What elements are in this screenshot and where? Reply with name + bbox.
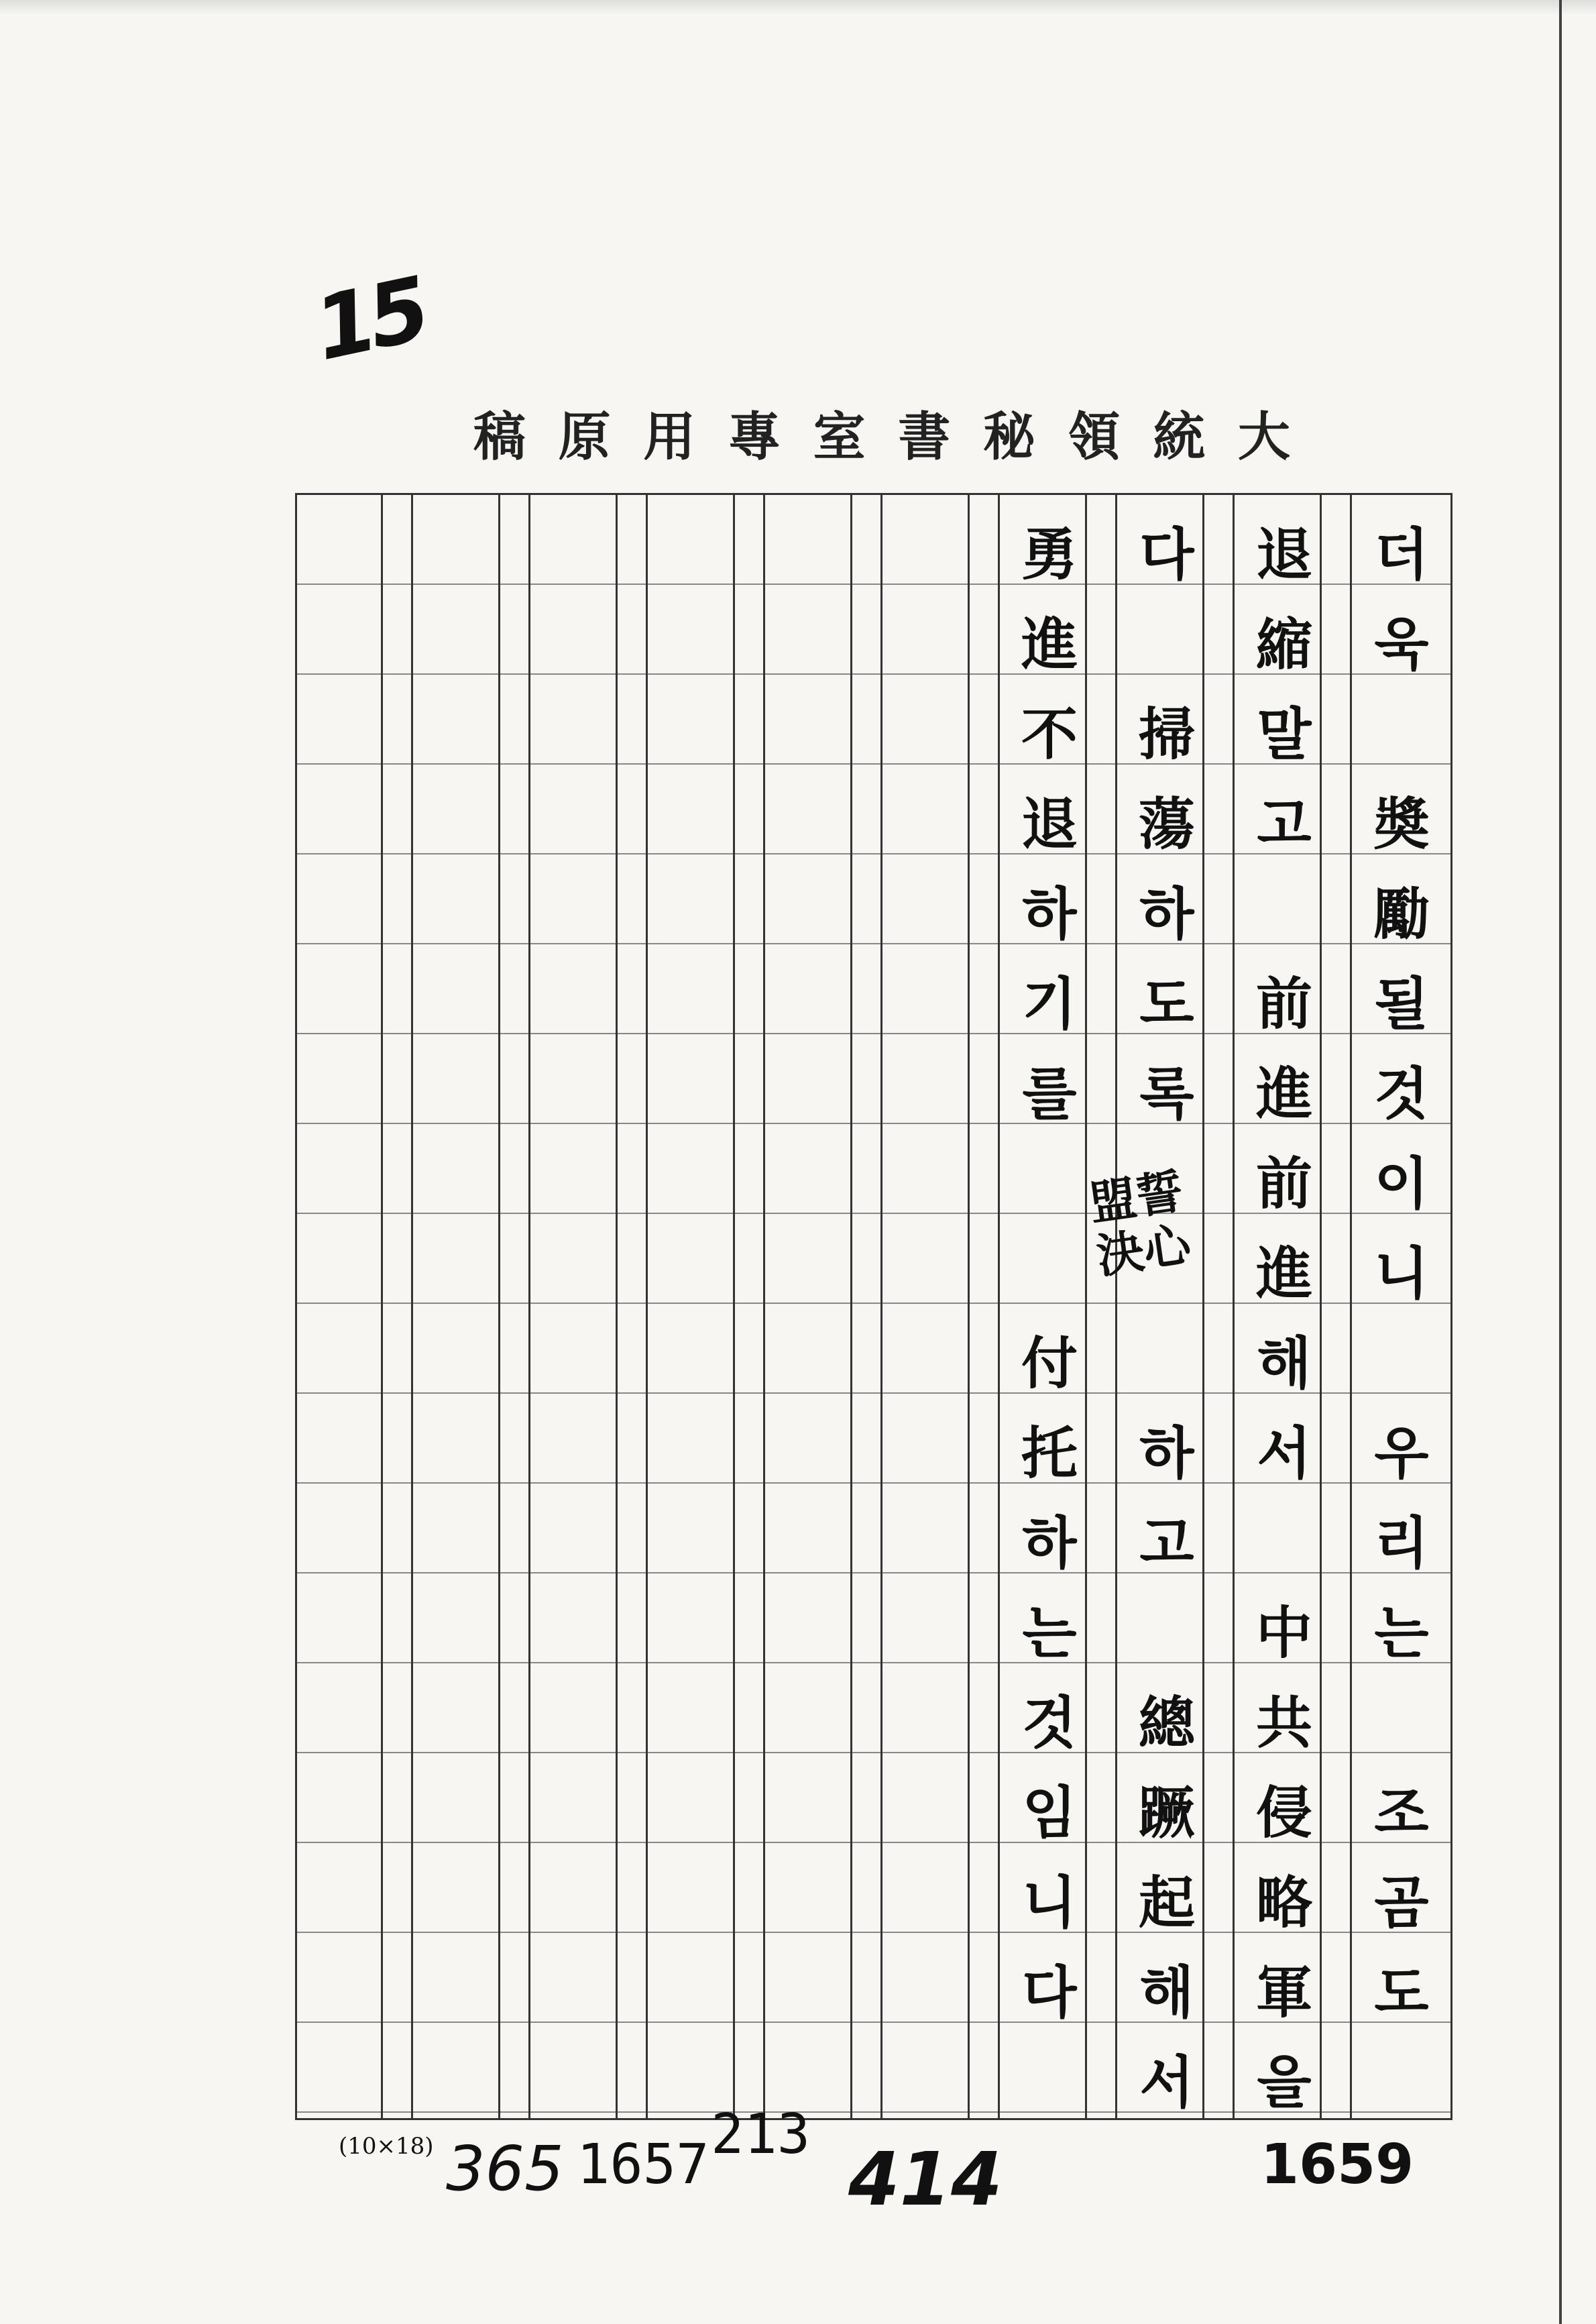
manuscript-char: 軍 — [1255, 1960, 1312, 2026]
footer-number-365: 365 — [446, 2133, 564, 2205]
manuscript-char: 니 — [1022, 1870, 1077, 1936]
text-column-4 — [1006, 510, 1093, 2038]
manuscript-char: 해 — [1257, 1331, 1312, 1396]
form-title-char: 統 — [1153, 406, 1206, 467]
manuscript-char: 말 — [1257, 702, 1312, 767]
manuscript-char: 를 — [1022, 1061, 1077, 1127]
manuscript-char: 進 — [1255, 1061, 1312, 1127]
form-title-char: 原 — [558, 406, 611, 467]
form-title-char: 稿 — [473, 406, 526, 467]
footer-size-label: (10×18) — [339, 2133, 434, 2160]
manuscript-text — [295, 493, 1448, 2116]
footer-number-1659: 1659 — [1261, 2133, 1414, 2197]
manuscript-char: 더 — [1374, 522, 1429, 588]
manuscript-char: 임 — [1022, 1780, 1077, 1846]
text-column-3 — [1123, 510, 1210, 2127]
footer-number-213: 213 — [711, 2103, 811, 2166]
manuscript-char: 서 — [1257, 1421, 1312, 1486]
manuscript-char: 곰 — [1374, 1870, 1429, 1936]
manuscript-char: 이 — [1374, 1151, 1429, 1217]
form-title-char: 室 — [813, 406, 866, 467]
manuscript-char: 縮 — [1255, 612, 1312, 677]
manuscript-char: 總 — [1138, 1690, 1195, 1756]
manuscript-char: 略 — [1255, 1870, 1312, 1936]
handwritten-page-number: 15 — [305, 258, 433, 381]
footer-number-414: 414 — [848, 2136, 1003, 2222]
form-title-char: 秘 — [982, 406, 1035, 467]
form-title-char: 專 — [728, 406, 781, 467]
manuscript-char: 우 — [1374, 1421, 1429, 1486]
manuscript-char: 도 — [1374, 1960, 1429, 2026]
manuscript-char: 해 — [1139, 1960, 1194, 2026]
page-right-edge — [1559, 0, 1562, 2324]
manuscript-char: 蹶 — [1138, 1780, 1195, 1846]
manuscript-char: 을 — [1257, 2050, 1312, 2115]
manuscript-char: 前 — [1255, 1151, 1312, 1217]
form-title-char: 領 — [1068, 406, 1121, 467]
manuscript-char: 고 — [1257, 791, 1312, 857]
manuscript-char: 하 — [1022, 1510, 1077, 1576]
manuscript-char: 奬 — [1373, 791, 1430, 857]
form-title-char: 大 — [1237, 406, 1290, 467]
manuscript-char: 하 — [1139, 1421, 1194, 1486]
manuscript-char: 는 — [1022, 1600, 1077, 1666]
manuscript-char: 도 — [1139, 971, 1194, 1037]
form-title-char: 用 — [643, 406, 696, 467]
manuscript-char: 蕩 — [1138, 791, 1195, 857]
manuscript-char: 하 — [1022, 881, 1077, 947]
manuscript-char: 록 — [1139, 1061, 1194, 1127]
text-column-1 — [1358, 510, 1445, 2038]
form-title-char: 書 — [898, 406, 951, 467]
manuscript-char: 조 — [1374, 1780, 1429, 1846]
manuscript-char: 서 — [1139, 2050, 1194, 2115]
manuscript-char: 侵 — [1255, 1780, 1312, 1846]
footer-number-1657: 1657 — [577, 2133, 709, 2197]
manuscript-char: 될 — [1374, 971, 1429, 1037]
margin-note: 盟誓決心 — [1086, 1164, 1194, 1284]
manuscript-char: 前 — [1255, 971, 1312, 1037]
manuscript-char: 托 — [1021, 1421, 1078, 1486]
manuscript-char: 는 — [1374, 1600, 1429, 1666]
manuscript-char: 니 — [1374, 1241, 1429, 1307]
manuscript-char: 退 — [1255, 522, 1312, 588]
page-top-edge — [0, 0, 1596, 15]
manuscript-char: 욱 — [1374, 612, 1429, 677]
manuscript-char: 고 — [1139, 1510, 1194, 1576]
manuscript-char: 勵 — [1373, 881, 1430, 947]
manuscript-char: 不 — [1021, 702, 1078, 767]
manuscript-char: 勇 — [1021, 522, 1078, 588]
manuscript-char: 共 — [1255, 1690, 1312, 1756]
manuscript-char: 것 — [1374, 1061, 1429, 1127]
manuscript-char: 中 — [1255, 1600, 1312, 1666]
manuscript-char: 進 — [1021, 612, 1078, 677]
manuscript-char: 付 — [1021, 1331, 1078, 1396]
text-column-2 — [1241, 510, 1328, 2127]
form-title — [463, 392, 1301, 473]
manuscript-char: 退 — [1021, 791, 1078, 857]
manuscript-char: 進 — [1255, 1241, 1312, 1307]
manuscript-char: 다 — [1022, 1960, 1077, 2026]
manuscript-char: 起 — [1138, 1870, 1195, 1936]
manuscript-char: 기 — [1022, 971, 1077, 1037]
manuscript-char: 하 — [1139, 881, 1194, 947]
manuscript-char: 掃 — [1138, 702, 1195, 767]
manuscript-char: 것 — [1022, 1690, 1077, 1756]
manuscript-char: 리 — [1374, 1510, 1429, 1576]
manuscript-char: 다 — [1139, 522, 1194, 588]
